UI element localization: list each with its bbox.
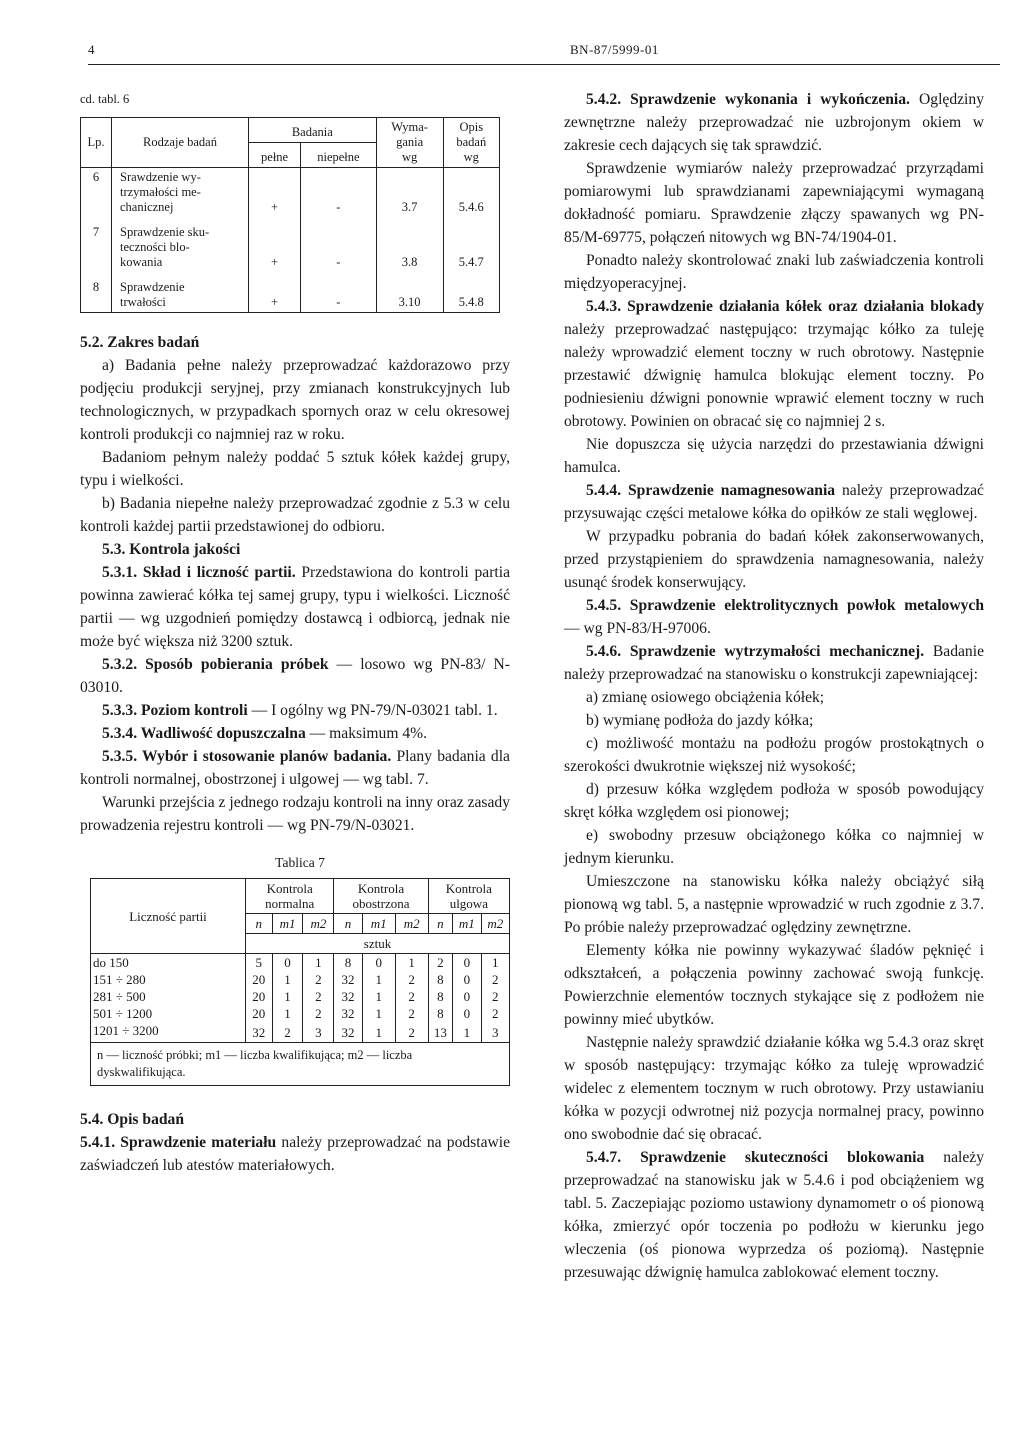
section-5-4-2-c: Ponadto należy skontrolować znaki lub zaświadczenia kontroli międzyoperacyjnej. bbox=[564, 252, 984, 292]
section-5-4-6-e: e) swobodny przesuw obciążonego kółka co najmniej w jednym kierunku. bbox=[564, 827, 984, 867]
table-row: 501 ÷ 1200 20 1 2 32 1 2 8 0 2 bbox=[91, 1005, 510, 1022]
table-row: do 150 5 0 1 8 0 1 2 0 1 bbox=[91, 954, 510, 972]
section-5-4-6-d: d) przesuw kółka względem podłoża w sposób powodujący skręt kółka względem osi pionowej; bbox=[564, 781, 984, 821]
table-row: 6 Srawdzenie wy- trzymałości me- chanicznej + - 3.7 5.4.6 bbox=[81, 168, 500, 218]
page-number: 4 bbox=[88, 42, 95, 57]
section-5-4-1: 5.4.1. Sprawdzenie materiału należy przeprowadzać na podstawie zaświadczeń lub atestów materiałowych. bbox=[80, 1134, 511, 1174]
section-5-3-1: 5.3.1. Skład i liczność partii. Przedstawiona do kontroli partia powinna zawierać kółka tej samej grupy, typu i wielkości. Liczność partii — wg uzgodnień pomiędzy dostawcą i odbiorcą, jednak nie może być większa niż 3200 sztuk. bbox=[80, 564, 510, 650]
t6-head-type: Rodzaje badań bbox=[112, 118, 249, 168]
section-5-2-a: a) Badania pełne należy przeprowadzać każdorazowo przy podjęciu produkcji seryjnej, przy zmianach konstrukcyjnych lub technologicznych, w przypadkach spornych oraz w celu okresowej kontroli produkcji co najmniej raz w roku. bbox=[80, 357, 510, 443]
t7-head-lot: Liczność partii bbox=[91, 879, 246, 954]
section-5-4-3-b: Nie dopuszcza się użycia narzędzi do przestawiania dźwigni hamulca. bbox=[564, 436, 984, 476]
t7-head-tight: Kontrola obostrzona bbox=[334, 879, 428, 914]
section-5-4-4: 5.4.4. Sprawdzenie namagnesowania należy przeprowadzać przysuwając części metalowe kółka do opiłków ze stali węglowej. bbox=[564, 482, 984, 522]
table-7: Liczność partii Kontrola normalna Kontrola obostrzona Kontrola ulgowa n m1 m2 n m1 m2 n m1 m2 sztuk do 150 5 0 1 8 0 1 2 0 1 151 ÷ 280 20 1 2 32 1 2 8 0 2 281 ÷ 500 20 1 2 32 1 2 8 0 2 501 ÷ 1200 20 1 2 32 1 2 8 0 2 1201 ÷ 3200 32 2 3 32 1 2 13 1 3 n — liczność próbki; m1 — liczba kwalifikująca; m2 — liczba dyskwalifikująca. bbox=[90, 878, 510, 1086]
section-5-3-4: 5.3.4. Wadliwość dopuszczalna — maksimum 4%. bbox=[102, 725, 428, 742]
section-5-4-6: 5.4.6. Sprawdzenie wytrzymałości mechanicznej. Badanie należy przeprowadzać na stanowisku o konstrukcji zapewniającej: bbox=[564, 643, 984, 683]
document-code: BN-87/5999-01 bbox=[570, 42, 659, 57]
section-5-3-5-b: Warunki przejścia z jednego rodzaju kontroli na inny oraz zasady prowadzenia rejestru kontroli — wg PN-79/N-03021. bbox=[80, 794, 510, 834]
section-5-4-6-para4: Następnie należy sprawdzić działanie kółka wg 5.4.3 oraz skręt w sposób następujący: trzymając kółko za tuleję wprowadzić widelec z elementem tocznym w ruch obrotowy. Przy ustawianiu kółka w pozycji odwrotnej niż pozycja normalnej pracy, powinno ono swobodnie dać się obracać. bbox=[564, 1034, 984, 1143]
section-5-3-5: 5.3.5. Wybór i stosowanie planów badania. Plany badania dla kontroli normalnej, obostrzonej i ulgowej — wg tabl. 7. bbox=[80, 748, 510, 788]
section-5-4-6-para2: Umieszczone na stanowisku kółka należy obciążyć siłą pionową wg tabl. 5, a następnie wprowadzić w ruch zgodnie z 3.7. Po próbie należy przeprowadzać oględziny zewnętrzne. bbox=[564, 873, 984, 936]
table-7-block bbox=[90, 851, 510, 1086]
t7-head-normal: Kontrola normalna bbox=[246, 879, 334, 914]
table-row: 8 Sprawdzenie trwałości + - 3.10 5.4.8 bbox=[81, 272, 500, 313]
t6-head-partial: niepełne bbox=[301, 143, 377, 168]
section-5-4-7: 5.4.7. Sprawdzenie skuteczności blokowania należy przeprowadzać na stanowisku jak w 5.4.6 i pod obciążeniem wg tabl. 5. Zaczepiając poziomo ustawiony dynamometr o oś pionową kółka, zmierzyć opór toczenia po podłożu w kierunku jego wleczenia (oś pionowa wyprzedza oś poziomą). Następnie przesuwając dźwignię hamulca zablokować element toczny. bbox=[564, 1149, 984, 1281]
table-row: 151 ÷ 280 20 1 2 32 1 2 8 0 2 bbox=[91, 971, 510, 988]
section-5-2-heading: 5.2. Zakres badań bbox=[80, 334, 200, 351]
page-header bbox=[88, 40, 1000, 65]
section-5-4-heading: 5.4. Opis badań bbox=[80, 1111, 185, 1128]
t7-unit: sztuk bbox=[246, 934, 510, 954]
right-column bbox=[564, 88, 984, 1284]
section-5-3-3: 5.3.3. Poziom kontroli — I ogólny wg PN-79/N-03021 tabl. 1. bbox=[102, 702, 498, 719]
table7-title: Tablica 7 bbox=[275, 855, 325, 870]
section-5-4-2-b: Sprawdzenie wymiarów należy przeprowadzać przyrządami pomiarowymi lub sprawdzianami zapewniającymi wymaganą dokładność pomiaru. Sprawdzenie złączy spawanych wg PN-85/M-69775, połączeń nitowych wg BN-74/1904-01. bbox=[564, 160, 984, 246]
section-5-2-b: b) Badania niepełne należy przeprowadzać zgodnie z 5.3 w celu kontroli każdej partii przedstawionej do odbioru. bbox=[80, 495, 510, 535]
section-5-4-4-b: W przypadku pobrania do badań kółek zakonserwowanych, przed przystąpieniem do sprawdzenia namagnesowania, należy usunąć środek konserwujący. bbox=[564, 528, 984, 591]
t6-head-lp: Lp. bbox=[81, 118, 112, 168]
section-5-4-6-c: c) możliwość montażu na podłożu progów prostokątnych o szerokości dwukrotnie większej niż wysokość; bbox=[564, 735, 984, 775]
table7-footnote: n — liczność próbki; m1 — liczba kwalifikująca; m2 — liczba dyskwalifikująca. bbox=[91, 1043, 510, 1086]
section-5-4-3: 5.4.3. Sprawdzenie działania kółek oraz działania blokady należy przeprowadzać następująco: trzymając kółko za tuleję należy wprowadzić element toczny w ruch obrotowy. Następnie przestawić dźwignię hamulca blokując element toczny. Po podniesieniu dźwigni ponownie wprawić element toczny w ruch obrotowy. Powinien on obracać się co najmniej 2 s. bbox=[564, 298, 984, 430]
left-column bbox=[80, 88, 510, 1177]
section-5-4-5: 5.4.5. Sprawdzenie elektrolitycznych powłok metalowych — wg PN-83/H-97006. bbox=[564, 597, 984, 637]
section-5-2-a2: Badaniom pełnym należy poddać 5 sztuk kółek każdej grupy, typu i wielkości. bbox=[80, 449, 510, 489]
table-row: 1201 ÷ 3200 32 2 3 32 1 2 13 1 3 bbox=[91, 1022, 510, 1043]
table-6 bbox=[80, 117, 500, 313]
section-5-3-2: 5.3.2. Sposób pobierania próbek — losowo wg PN-83/ N-03010. bbox=[80, 656, 510, 696]
table-row: 7 Sprawdzenie sku- teczności blo- kowania + - 3.8 5.4.7 bbox=[81, 217, 500, 272]
section-5-4-6-a: a) zmianę osiowego obciążenia kółek; bbox=[586, 689, 825, 706]
section-5-4-6-b: b) wymianę podłoża do jazdy kółka; bbox=[586, 712, 814, 729]
t6-head-full: pełne bbox=[249, 143, 301, 168]
section-5-4-2: 5.4.2. Sprawdzenie wykonania i wykończenia. Oględziny zewnętrzne należy przeprowadzać nie uzbrojonym okiem w zakresie cech dających się tak sprawdzić. bbox=[564, 91, 984, 154]
t7-head-reduced: Kontrola ulgowa bbox=[428, 879, 509, 914]
table6-caption: cd. tabl. 6 bbox=[80, 92, 130, 106]
table-row: 281 ÷ 500 20 1 2 32 1 2 8 0 2 bbox=[91, 988, 510, 1005]
section-5-3-heading: 5.3. Kontrola jakości bbox=[102, 541, 241, 558]
section-5-4-6-para3: Elementy kółka nie powinny wykazywać śladów pęknięć i odkształceń, a połączenia powinny zachować swoją funkcję. Powierzchnie elementów tocznych stykające się z podłożem nie powinny mieć ubytków. bbox=[564, 942, 984, 1028]
t6-head-desc: Opis badań wg bbox=[443, 118, 499, 168]
t6-head-req: Wyma- gania wg bbox=[376, 118, 443, 168]
t6-head-badania: Badania bbox=[249, 118, 377, 143]
